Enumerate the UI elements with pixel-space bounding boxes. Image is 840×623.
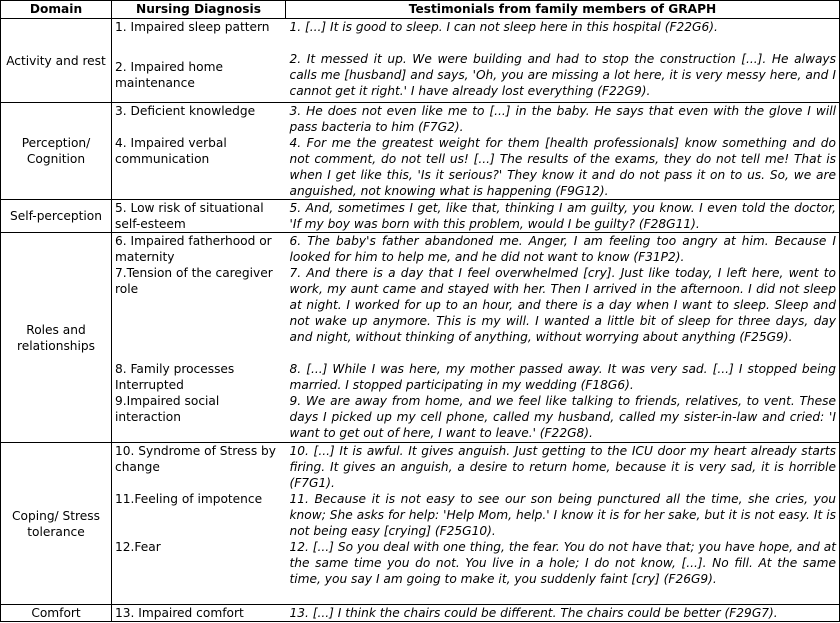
testimonial-item: 7. And there is a day that I feel overwhelmed [cry]. Just like today, I left here, went to work, my aunt came and stayed with her. Then I arrived in the afternoon. I did not sleep at night. I worked for up to an hour, and there is a day when I want to sleep. Sleep and not wake up anymore. This is my will. I wanted a little bit of sleep for three days, day and night, without thinking of anything, without worrying about anything (F25G9).: [289, 266, 836, 344]
diagnosis-item: 9.Impaired social interaction: [115, 394, 220, 424]
testimonial-item: 1. [...] It is good to sleep. I can not sleep here in this hospital (F22G6).: [289, 20, 718, 34]
diagnosis-item: 5. Low risk of situational self-esteem: [115, 201, 264, 231]
table-row: [1, 200, 840, 233]
testimonial-item: 8. [...] While I was here, my mother passed away. It was very sad. [...] I stopped being married. I stopped participating in my wedding (F18G6).: [289, 362, 836, 392]
testimonial-cell: [286, 103, 840, 200]
testimonial-cell: [286, 605, 840, 622]
diagnosis-item: 10. Syndrome of Stress by change: [115, 444, 277, 474]
diagnosis-item: 13. Impaired comfort: [115, 606, 244, 620]
testimonial-cell: [286, 233, 840, 443]
testimonial-item: 13. [...] I think the chairs could be different. The chairs could be better (F29G7).: [289, 606, 778, 620]
diagnosis-cell: [112, 443, 286, 605]
testimonial-item: 10. [...] It is awful. It gives anguish. Just getting to the ICU door my heart already starts firing. It gives an anguish, a desire to return home, because it is very sad, it is horrible (F7G1).: [289, 444, 836, 490]
testimonial-item: 2. It messed it up. We were building and had to stop the construction [...]. He always calls me [husband] and says, 'Oh, you are missing a lot here, it is very messy here, and I cannot get it right.' I have already lost everything (F22G9).: [289, 52, 836, 98]
testimonial-cell: [286, 443, 840, 605]
testimonial-item: 3. He does not even like me to [...] in the baby. He says that even with the glove I will pass bacteria to him (F7G2).: [289, 104, 836, 134]
header-diagnosis: Nursing Diagnosis: [112, 1, 286, 19]
domain-cell: Perception/ Cognition: [1, 103, 112, 200]
domain-cell: Roles and relationships: [1, 233, 112, 443]
diagnosis-cell: [112, 103, 286, 200]
header-row: [1, 1, 840, 19]
diagnosis-item: 12.Fear: [115, 540, 161, 554]
table-row: [1, 233, 840, 443]
testimonial-item: 4. For me the greatest weight for them [health professionals] know something and do not comment, do not tell us! [...] The results of the exams, they do not tell me! That is when I get like this, 'Is it serious?' They know it and do not pass it on to us. So, we are anguished, not knowing what is happening (F9G12).: [289, 136, 836, 198]
domain-cell: Comfort: [1, 605, 112, 622]
testimonial-item: 12. [...] So you deal with one thing, the fear. You do not have that; you have hope, and at the same time you do not. You live in a hole; I do not know, [...]. No fill. At the same time, you say I am going to make it, you suddenly faint [cry] (F26G9).: [289, 540, 836, 586]
header-domain: Domain: [1, 1, 112, 19]
table-row: [1, 443, 840, 605]
diagnosis-cell: [112, 233, 286, 443]
diagnosis-cell: [112, 605, 286, 622]
table-row: [1, 19, 840, 103]
diagnosis-item: 3. Deficient knowledge: [115, 104, 256, 118]
testimonial-item: 6. The baby's father abandoned me. Anger, I am feeling too angry at him. Because I looked for him to help me, and he did not want to know (F31P2).: [289, 234, 836, 264]
testimonial-cell: [286, 200, 840, 233]
diagnosis-item: 1. Impaired sleep pattern: [115, 20, 270, 34]
testimonial-item: 5. And, sometimes I get, like that, thinking I am guilty, you know. I even told the doctor, 'If my boy was born with this problem, would I be guilty? (F28G11).: [289, 201, 836, 231]
diagnosis-item: 8. Family processes Interrupted: [115, 362, 235, 392]
testimonial-item: 9. We are away from home, and we feel like talking to friends, relatives, to vent. These days I picked up my cell phone, called my husband, called my sister-in-law and cried: 'I want to get out of here, I want to leave.' (F22G8).: [289, 394, 836, 440]
diagnosis-item: 6. Impaired fatherhood or maternity: [115, 234, 272, 264]
testimonial-cell: [286, 19, 840, 103]
diagnosis-cell: [112, 200, 286, 233]
diagnosis-item: 7.Tension of the caregiver role: [115, 266, 273, 296]
diagnosis-cell: [112, 19, 286, 103]
domain-cell: Coping/ Stress tolerance: [1, 443, 112, 605]
diagnosis-item: 4. Impaired verbal communication: [115, 136, 227, 166]
domain-cell: Activity and rest: [1, 19, 112, 103]
domain-cell: Self-perception: [1, 200, 112, 233]
table-row: [1, 605, 840, 622]
testimonial-item: 11. Because it is not easy to see our son being punctured all the time, she cries, you know; She asks for help: 'Help Mom, help.' I know it is for her sake, but it is not easy. It is not being easy [crying] (F25G10).: [289, 492, 836, 538]
diagnosis-item: 11.Feeling of impotence: [115, 492, 263, 506]
diagnosis-item: 2. Impaired home maintenance: [115, 60, 223, 90]
table-row: [1, 103, 840, 200]
header-testimonials: Testimonials from family members of GRAPH: [286, 1, 840, 19]
